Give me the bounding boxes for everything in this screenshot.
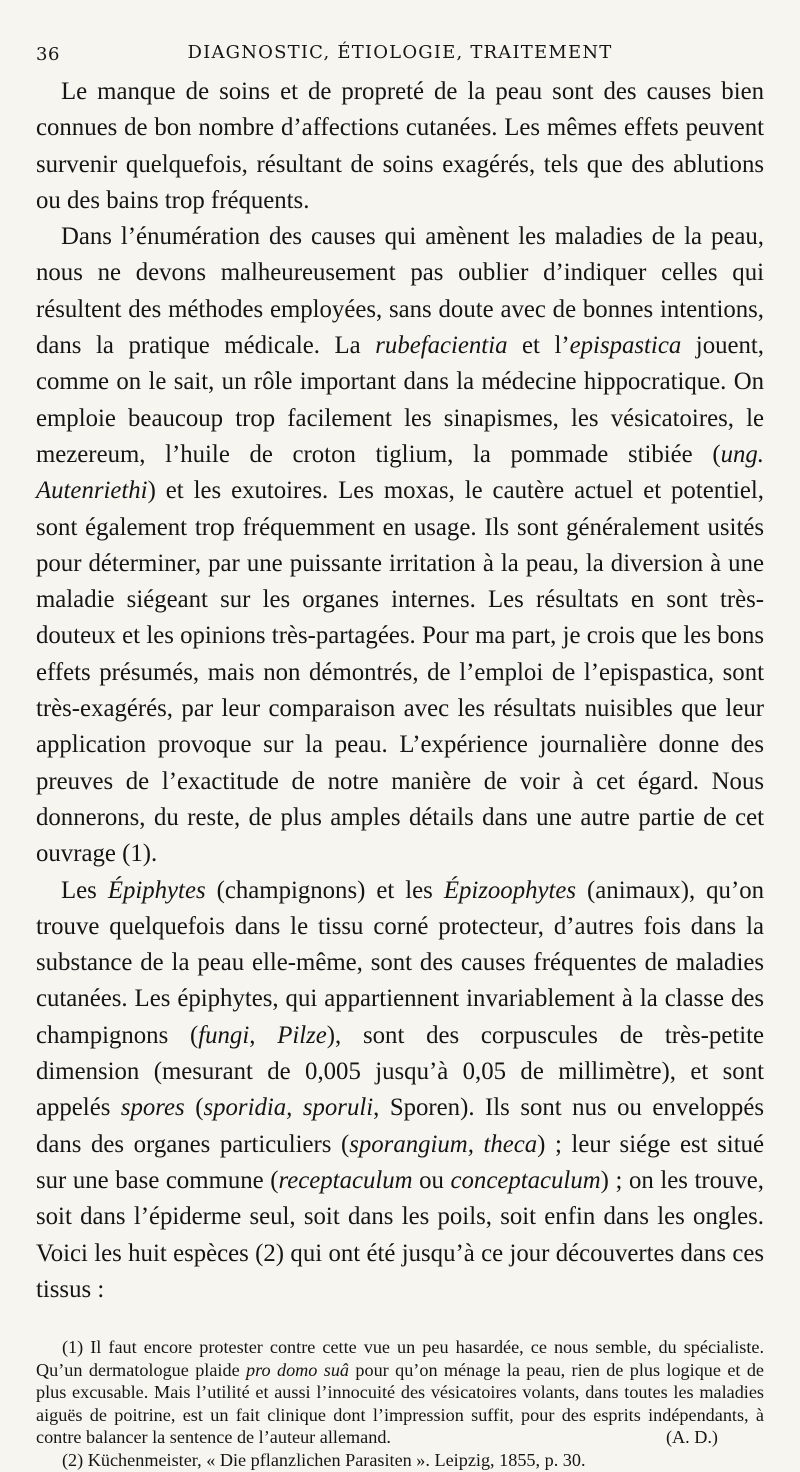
term-rubefacientia: rubefacientia xyxy=(375,332,508,360)
paragraph-2 xyxy=(36,219,764,872)
paragraph-3-text: (animaux), qu’on trouve quelquefois dans le tissu corné protecteur, d’autres fois dans la substance de la peau elle-même, sont des causes fréquentes de maladies cutanées. Les épiphytes, qui appartiennent invariablement à la classe des champignons ( xyxy=(36,876,764,1049)
term-ung-autenriethi: ung. Autenriethi xyxy=(36,440,764,505)
term-conceptaculum: conceptaculum xyxy=(450,1166,601,1194)
term-receptaculum: receptaculum xyxy=(278,1166,413,1194)
term-sporangium: sporangium, theca xyxy=(349,1130,538,1158)
term-fungi: fungi xyxy=(198,1021,250,1049)
term-sporidia: sporidia, sporuli xyxy=(203,1094,374,1122)
paragraph-3 xyxy=(36,873,764,1309)
paragraph-3-text: , Sporen). Ils sont nus ou enveloppés dans des organes particuliers ( xyxy=(36,1094,764,1158)
paragraph-3-text: ou xyxy=(412,1166,451,1194)
paragraph-2-text: ) et les exutoires. Les moxas, le cautère actuel et potentiel, sont également trop fréquemment en usage. Ils sont généralement usités pour déterminer, par une puissante irritation à la peau, la diversion à une maladie siégeant sur les organes internes. Les résultats en sont très-douteux et les opinions très-partagées. Pour ma part, je crois que les bons effets présumés, mais non démontrés, de l’emploi de l’epispastica, sont très-exagérés, par leur comparaison avec les résultats nuisibles que leur application provoque sur la peau. L’expérience journalière donne des preuves de l’exactitude de notre manière de voir à cet égard. Nous donnerons, du reste, de plus amples détails dans une autre partie de cet ouvrage (1). xyxy=(36,477,764,868)
running-head: DIAGNOSTIC, ÉTIOLOGIE, TRAITEMENT xyxy=(187,42,613,63)
term-pilze: Pilze xyxy=(277,1021,327,1049)
footnote-2: (2) Küchenmeister, « Die pflanzlichen Parasiten ». Leipzig, 1855, p. 30. xyxy=(62,1450,586,1471)
paragraph-1: Le manque de soins et de propreté de la peau sont des causes bien connues de bon nombre d’affections cutanées. Les mêmes effets peuvent survenir quelquefois, résultant de soins exagérés, tels que des ablutions ou des bains trop fréquents. xyxy=(36,78,764,214)
paragraph-3-text: ), sont des corpuscules de très-petite dimension (mesurant de 0,005 jusqu’à 0,05 de millimètre), et sont appelés xyxy=(36,1021,764,1122)
term-pro-domo-sua: pro domo suâ xyxy=(246,1359,350,1380)
footnotes xyxy=(36,1336,764,1472)
paragraph-3-text: ( xyxy=(184,1094,204,1122)
paragraph-2-text: et l’ xyxy=(507,332,570,360)
footnote-1-text: pour qu’on ménage la peau, rien de plus logique et de plus excusable. Mais l’utilité et aussi l’innocuité des vésicatoires volants, dans toutes les maladies aiguës de poitrine, est un fait clinique dont l’impression suffit, pour des esprits indépendants, à contre balancer la sentence de l’auteur allemand. xyxy=(36,1359,764,1448)
footnote-1-text: (1) Il faut encore protester contre cette vue un peu hasardée, ce nous semble, du spécialiste. Qu’un dermatologue plaide xyxy=(36,1337,764,1380)
body-text xyxy=(36,74,764,1308)
paragraph-3-text: , xyxy=(249,1021,278,1049)
page-number: 36 xyxy=(36,44,60,65)
page-header xyxy=(36,30,764,70)
term-epizoophytes: Épizoophytes xyxy=(443,876,577,904)
paragraph-2-text: Dans l’énumération des causes qui amènent les maladies de la peau, nous ne devons malheureusement pas oublier d’indiquer celles qui résultent des méthodes employées, sans doute avec de bonnes intentions, dans la pratique médicale. La xyxy=(36,223,764,360)
term-epiphytes: Épiphytes xyxy=(107,876,206,904)
term-epispastica: epispastica xyxy=(569,332,682,360)
paragraph-3-text: Les xyxy=(61,876,108,904)
paragraph-2-text: jouent, comme on le sait, un rôle important dans la médecine hippocratique. On emploie beaucoup trop facilement les sinapismes, les vésicatoires, le mezereum, l’huile de croton tiglium, la pommade stibiée ( xyxy=(36,332,764,468)
footnote-1 xyxy=(36,1336,764,1449)
term-spores: spores xyxy=(120,1094,185,1122)
paragraph-3-text: ) ; leur siége est situé sur une base commune ( xyxy=(36,1130,764,1194)
footnote-signature: (A. D.) xyxy=(665,1427,718,1448)
paragraph-3-text: ) ; on les trouve, soit dans l’épiderme seul, soit dans les poils, soit enfin dans les ongles. Voici les huit espèces (2) qui ont été jusqu’à ce jour découvertes dans ces tissus : xyxy=(36,1166,764,1303)
paragraph-3-text: (champignons) et les xyxy=(205,876,444,904)
